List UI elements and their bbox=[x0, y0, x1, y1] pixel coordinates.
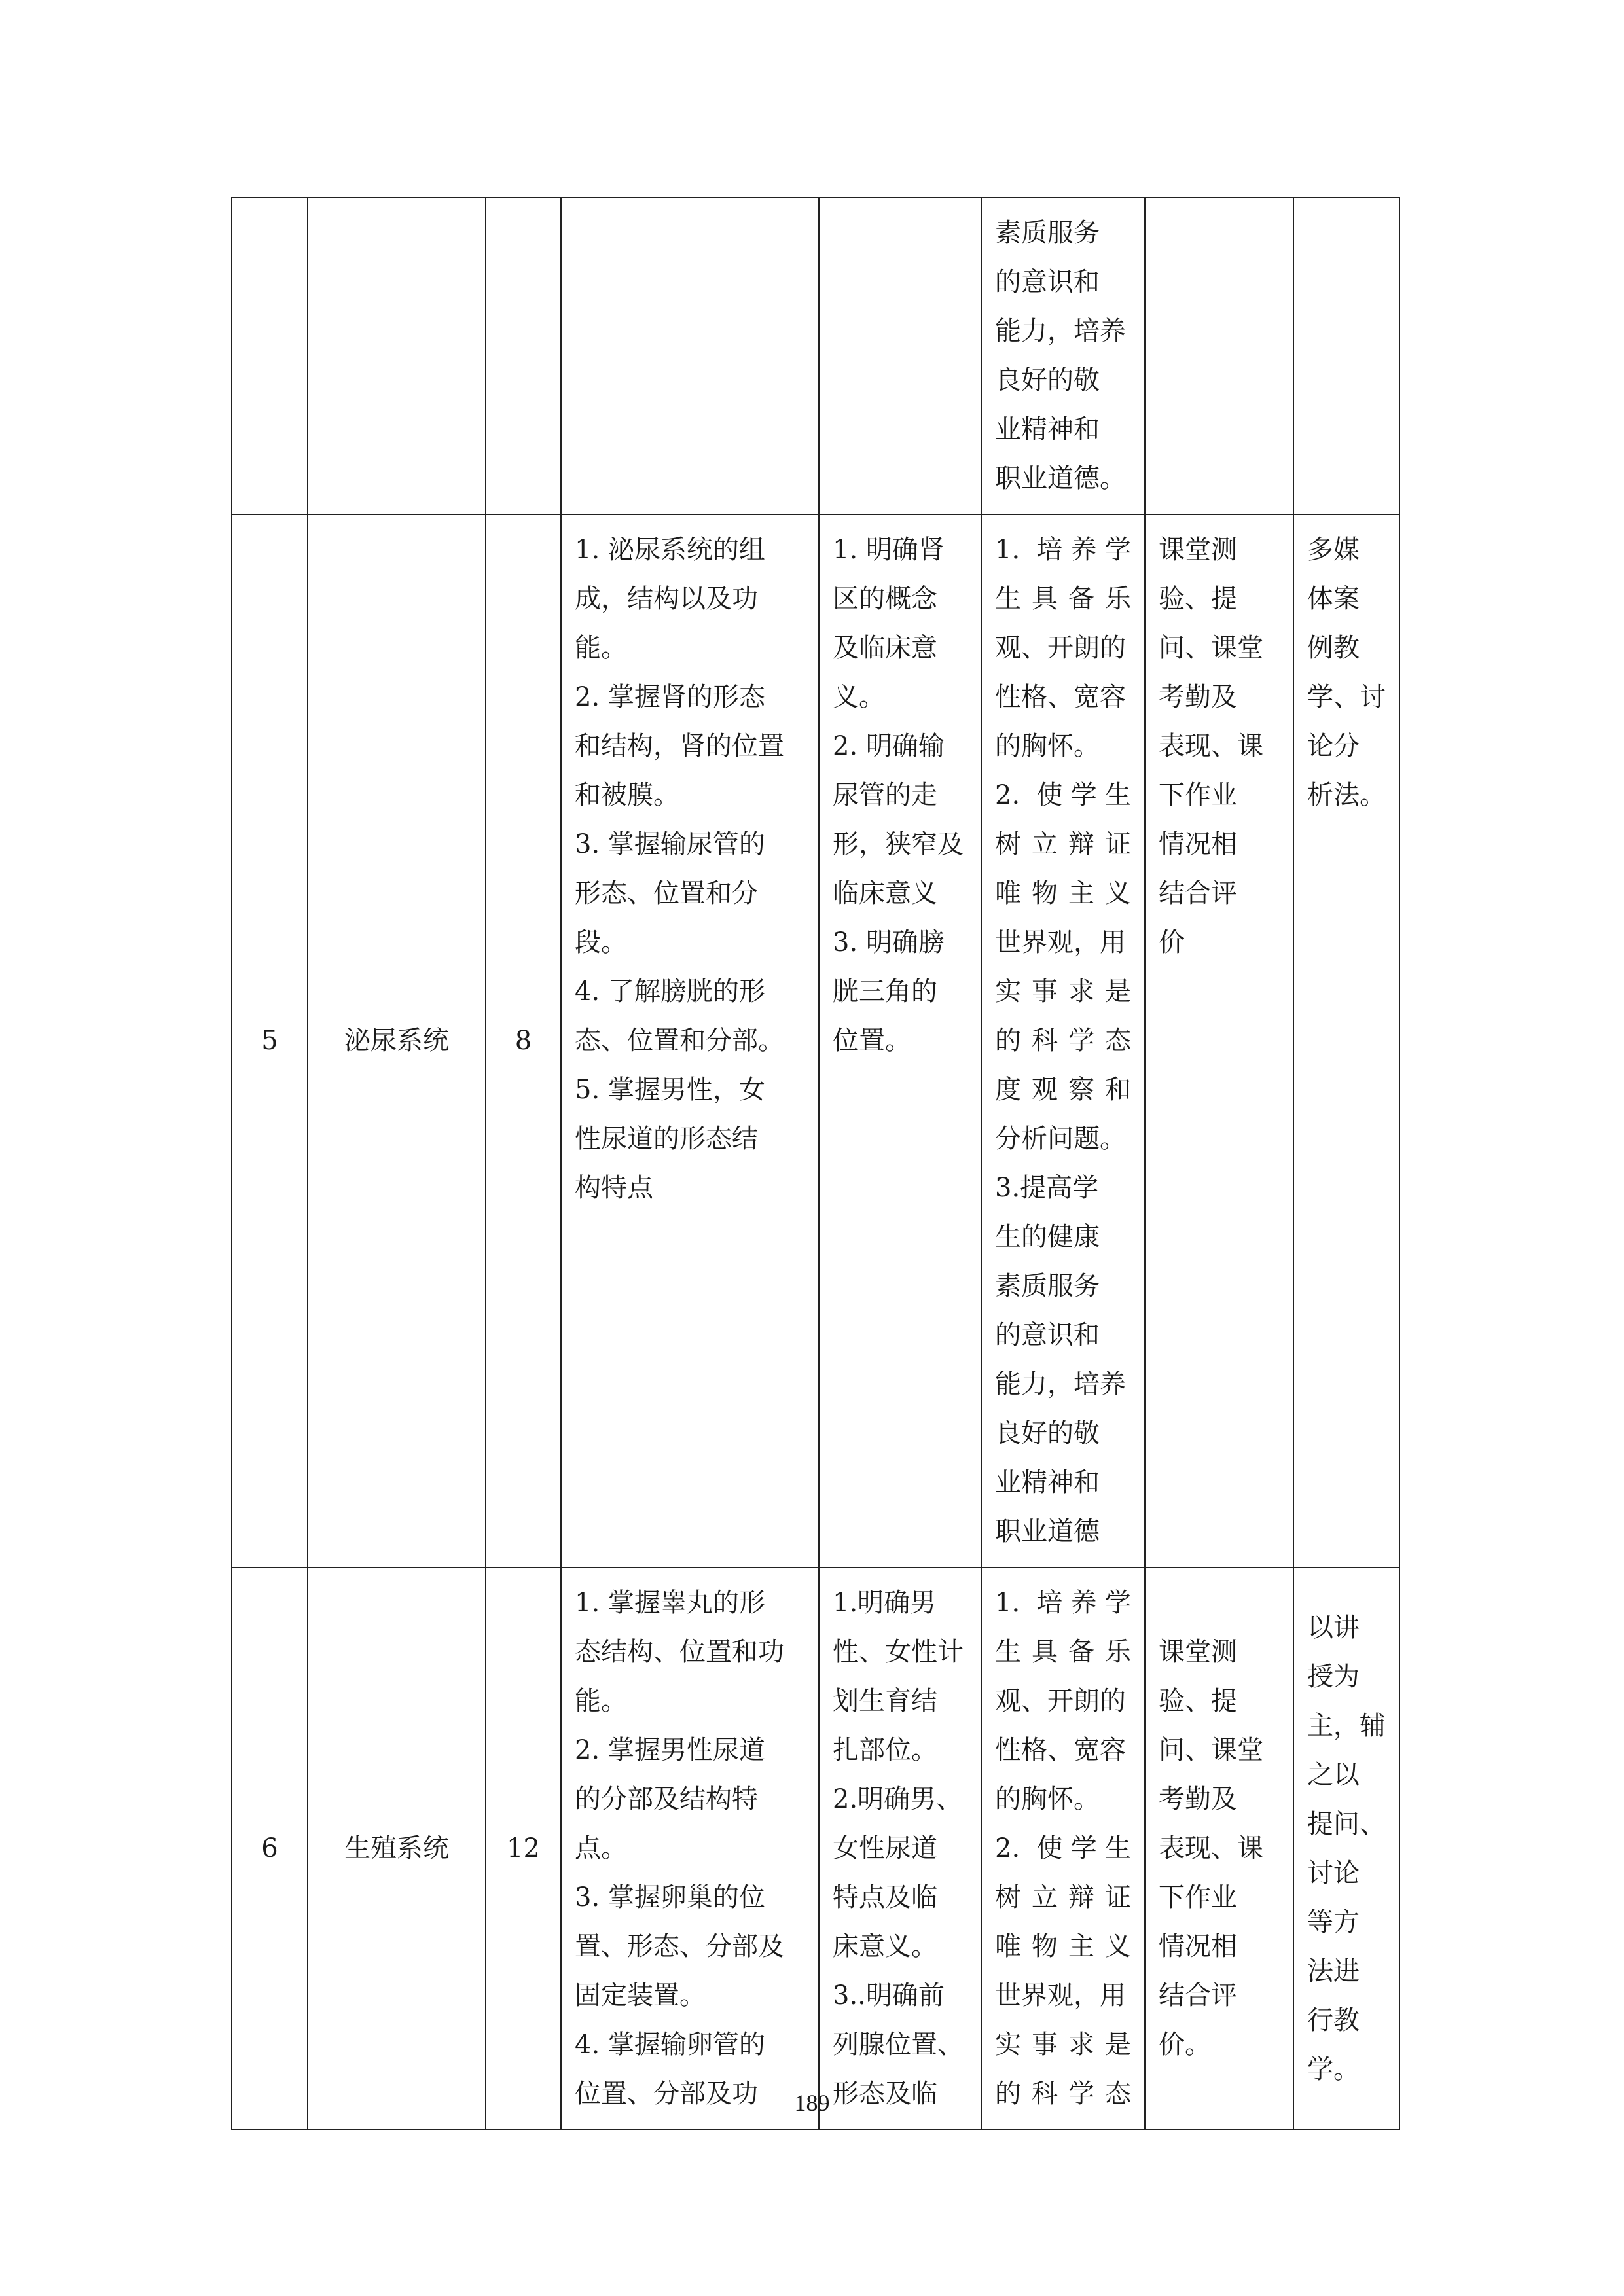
quality-goals-line: 能力，培养 bbox=[995, 316, 1126, 346]
knowledge-goals-line: 和被膜。 bbox=[575, 780, 679, 810]
quality-goals-line: 世界观，用 bbox=[995, 1981, 1126, 2011]
teaching-methods-line: 等方 bbox=[1307, 1907, 1360, 1937]
quality-goals-cell bbox=[981, 198, 1145, 514]
skill-goals-line: 1. 明确肾 bbox=[833, 535, 945, 565]
quality-goals-line: 能力，培养 bbox=[995, 1369, 1126, 1399]
assessment-methods-cell bbox=[1145, 1568, 1293, 2130]
teaching-methods-cell bbox=[1293, 1568, 1399, 2130]
quality-goals-line: 树立辩证 bbox=[995, 829, 1131, 859]
page-number: 189 bbox=[794, 2090, 830, 2116]
row-index-cell bbox=[232, 198, 308, 514]
knowledge-goals-line: 能。 bbox=[575, 633, 627, 663]
assessment-methods-line: 下作业 bbox=[1159, 1882, 1237, 1912]
knowledge-goals-line: 性尿道的形态结 bbox=[575, 1124, 758, 1154]
quality-goals-line: 观、开朗的 bbox=[995, 1686, 1126, 1716]
knowledge-goals-line: 态、位置和分部。 bbox=[575, 1026, 784, 1056]
teaching-methods-line: 体案 bbox=[1307, 584, 1360, 614]
skill-goals-line: 形，狭窄及 bbox=[833, 829, 964, 859]
assessment-methods-line: 价 bbox=[1159, 927, 1185, 958]
teaching-methods-line: 行教 bbox=[1307, 2005, 1360, 2036]
assessment-methods-cell bbox=[1145, 198, 1293, 514]
knowledge-goals-line: 点。 bbox=[575, 1833, 627, 1863]
quality-goals-line: 1. 培养学 bbox=[995, 535, 1131, 565]
knowledge-goals-cell bbox=[561, 198, 819, 514]
knowledge-goals-line: 3. 掌握输尿管的 bbox=[575, 829, 765, 859]
quality-goals-line: 唯物主义 bbox=[995, 878, 1131, 908]
quality-goals-line: 树立辩证 bbox=[995, 1882, 1131, 1912]
teaching-methods-line: 之以 bbox=[1307, 1759, 1360, 1790]
skill-goals-line: 义。 bbox=[833, 682, 885, 712]
teaching-methods-line: 授为 bbox=[1307, 1661, 1360, 1692]
quality-goals-line: 素质服务 bbox=[995, 1271, 1100, 1301]
teaching-methods-line: 论分 bbox=[1307, 731, 1360, 761]
skill-goals-line: 及临床意 bbox=[833, 633, 937, 663]
assessment-methods-line: 验、提 bbox=[1159, 1686, 1237, 1716]
knowledge-goals-line: 固定装置。 bbox=[575, 1981, 706, 2011]
knowledge-goals-line: 1. 掌握睾丸的形 bbox=[575, 1588, 765, 1618]
knowledge-goals-line: 段。 bbox=[575, 927, 627, 958]
skill-goals-line: 性、女性计 bbox=[833, 1637, 964, 1667]
quality-goals-line: 2. 使学生 bbox=[995, 1833, 1131, 1863]
quality-goals-line: 职业道德。 bbox=[995, 463, 1126, 493]
quality-goals-line: 生具备乐 bbox=[995, 584, 1131, 614]
skill-goals-line: 划生育结 bbox=[833, 1686, 937, 1716]
skill-goals-line: 临床意义 bbox=[833, 878, 937, 908]
skill-goals-line: 位置。 bbox=[833, 1026, 911, 1056]
quality-goals-line: 业精神和 bbox=[995, 1467, 1100, 1498]
quality-goals-line: 观、开朗的 bbox=[995, 633, 1126, 663]
knowledge-goals-cell bbox=[561, 514, 819, 1568]
system-name-cell: 泌尿系统 bbox=[308, 514, 486, 1568]
quality-goals-line: 度观察和 bbox=[995, 1075, 1131, 1105]
knowledge-goals-line: 2. 掌握男性尿道 bbox=[575, 1735, 765, 1765]
teaching-methods-line: 例教 bbox=[1307, 633, 1360, 663]
assessment-methods-line: 情况相 bbox=[1159, 829, 1237, 859]
knowledge-goals-line: 置、形态、分部及 bbox=[575, 1931, 784, 1962]
teaching-methods-line: 讨论 bbox=[1307, 1857, 1360, 1888]
quality-goals-line: 的科学态 bbox=[995, 2079, 1131, 2109]
teaching-methods-cell bbox=[1293, 198, 1399, 514]
assessment-methods-line: 问、课堂 bbox=[1159, 1735, 1263, 1765]
assessment-methods-line: 课堂测 bbox=[1159, 535, 1237, 565]
teaching-methods-line: 提问、 bbox=[1307, 1808, 1386, 1839]
quality-goals-line: 3.提高学 bbox=[995, 1173, 1099, 1203]
table-row bbox=[232, 198, 1399, 514]
skill-goals-line: 胱三角的 bbox=[833, 977, 937, 1007]
knowledge-goals-line: 和结构，肾的位置 bbox=[575, 731, 784, 761]
skill-goals-line: 2.明确男、 bbox=[833, 1784, 963, 1814]
quality-goals-line: 业精神和 bbox=[995, 414, 1100, 444]
row-index-cell: 6 bbox=[232, 1568, 308, 2130]
knowledge-goals-line: 能。 bbox=[575, 1686, 627, 1716]
assessment-methods-line: 验、提 bbox=[1159, 584, 1237, 614]
teaching-methods-line: 学。 bbox=[1307, 2054, 1360, 2085]
skill-goals-line: 形态及临 bbox=[833, 2079, 937, 2109]
quality-goals-line: 性格、宽容 bbox=[995, 682, 1126, 712]
quality-goals-line: 世界观，用 bbox=[995, 927, 1126, 958]
class-hours-cell bbox=[486, 198, 561, 514]
quality-goals-line: 的胸怀。 bbox=[995, 1784, 1100, 1814]
quality-goals-line: 的科学态 bbox=[995, 1026, 1131, 1056]
knowledge-goals-line: 构特点 bbox=[575, 1173, 653, 1203]
skill-goals-cell bbox=[819, 514, 981, 1568]
knowledge-goals-line: 4. 掌握输卵管的 bbox=[575, 2030, 765, 2060]
quality-goals-line: 的意识和 bbox=[995, 1320, 1100, 1350]
table-row bbox=[232, 514, 1399, 1568]
quality-goals-cell bbox=[981, 514, 1145, 1568]
knowledge-goals-line: 1. 泌尿系统的组 bbox=[575, 535, 765, 565]
knowledge-goals-line: 态结构、位置和功 bbox=[575, 1637, 784, 1667]
assessment-methods-line: 结合评 bbox=[1159, 1981, 1237, 2011]
quality-goals-line: 职业道德 bbox=[995, 1516, 1100, 1547]
assessment-methods-line: 结合评 bbox=[1159, 878, 1237, 908]
assessment-methods-line: 表现、课 bbox=[1159, 731, 1263, 761]
teaching-methods-line: 学、讨 bbox=[1307, 682, 1386, 712]
knowledge-goals-line: 成，结构以及功 bbox=[575, 584, 758, 614]
skill-goals-line: 女性尿道 bbox=[833, 1833, 937, 1863]
assessment-methods-cell bbox=[1145, 514, 1293, 1568]
quality-goals-line: 1. 培养学 bbox=[995, 1588, 1131, 1618]
teaching-methods-line: 法进 bbox=[1307, 1956, 1360, 1986]
assessment-methods-line: 价。 bbox=[1159, 2030, 1211, 2060]
teaching-methods-line: 多媒 bbox=[1307, 535, 1360, 565]
teaching-methods-cell bbox=[1293, 514, 1399, 1568]
skill-goals-line: 列腺位置、 bbox=[833, 2030, 964, 2060]
table-row bbox=[232, 1568, 1399, 2130]
quality-goals-line: 生的健康 bbox=[995, 1222, 1100, 1252]
skill-goals-line: 床意义。 bbox=[833, 1931, 937, 1962]
assessment-methods-line: 情况相 bbox=[1159, 1931, 1237, 1962]
quality-goals-line: 唯物主义 bbox=[995, 1931, 1131, 1962]
skill-goals-line: 特点及临 bbox=[833, 1882, 937, 1912]
quality-goals-line: 2. 使学生 bbox=[995, 780, 1131, 810]
skill-goals-cell bbox=[819, 198, 981, 514]
skill-goals-line: 3..明确前 bbox=[833, 1981, 945, 2011]
teaching-methods-line: 析法。 bbox=[1307, 780, 1386, 810]
quality-goals-line: 性格、宽容 bbox=[995, 1735, 1126, 1765]
assessment-methods-line: 考勤及 bbox=[1159, 682, 1237, 712]
skill-goals-line: 尿管的走 bbox=[833, 780, 937, 810]
knowledge-goals-line: 形态、位置和分 bbox=[575, 878, 758, 908]
syllabus-table bbox=[231, 197, 1400, 2130]
system-name-cell: 生殖系统 bbox=[308, 1568, 486, 2130]
assessment-methods-line: 下作业 bbox=[1159, 780, 1237, 810]
skill-goals-cell bbox=[819, 1568, 981, 2130]
quality-goals-line: 实事求是 bbox=[995, 2030, 1131, 2060]
assessment-methods-line: 考勤及 bbox=[1159, 1784, 1237, 1814]
knowledge-goals-line: 的分部及结构特 bbox=[575, 1784, 758, 1814]
row-index-cell: 5 bbox=[232, 514, 308, 1568]
assessment-methods-line: 表现、课 bbox=[1159, 1833, 1263, 1863]
system-name-cell bbox=[308, 198, 486, 514]
teaching-methods-line: 主，辅 bbox=[1307, 1710, 1386, 1741]
quality-goals-line: 良好的敬 bbox=[995, 365, 1100, 395]
quality-goals-cell bbox=[981, 1568, 1145, 2130]
knowledge-goals-line: 3. 掌握卵巢的位 bbox=[575, 1882, 765, 1912]
skill-goals-line: 3. 明确膀 bbox=[833, 927, 945, 958]
assessment-methods-line: 问、课堂 bbox=[1159, 633, 1263, 663]
knowledge-goals-line: 2. 掌握肾的形态 bbox=[575, 682, 765, 712]
quality-goals-line: 实事求是 bbox=[995, 977, 1131, 1007]
quality-goals-line: 的胸怀。 bbox=[995, 731, 1100, 761]
quality-goals-line: 良好的敬 bbox=[995, 1418, 1100, 1448]
quality-goals-line: 素质服务 bbox=[995, 218, 1100, 248]
knowledge-goals-cell bbox=[561, 1568, 819, 2130]
class-hours-cell: 12 bbox=[486, 1568, 561, 2130]
knowledge-goals-line: 4. 了解膀胱的形 bbox=[575, 977, 765, 1007]
quality-goals-line: 的意识和 bbox=[995, 267, 1100, 297]
quality-goals-line: 分析问题。 bbox=[995, 1124, 1126, 1154]
knowledge-goals-line: 5. 掌握男性，女 bbox=[575, 1075, 765, 1105]
quality-goals-line: 生具备乐 bbox=[995, 1637, 1131, 1667]
skill-goals-line: 2. 明确输 bbox=[833, 731, 945, 761]
class-hours-cell: 8 bbox=[486, 514, 561, 1568]
teaching-methods-line: 以讲 bbox=[1307, 1612, 1360, 1643]
assessment-methods-line: 课堂测 bbox=[1159, 1637, 1237, 1667]
skill-goals-line: 扎部位。 bbox=[833, 1735, 937, 1765]
knowledge-goals-line: 位置、分部及功 bbox=[575, 2079, 758, 2109]
skill-goals-line: 区的概念 bbox=[833, 584, 937, 614]
skill-goals-line: 1.明确男 bbox=[833, 1588, 937, 1618]
